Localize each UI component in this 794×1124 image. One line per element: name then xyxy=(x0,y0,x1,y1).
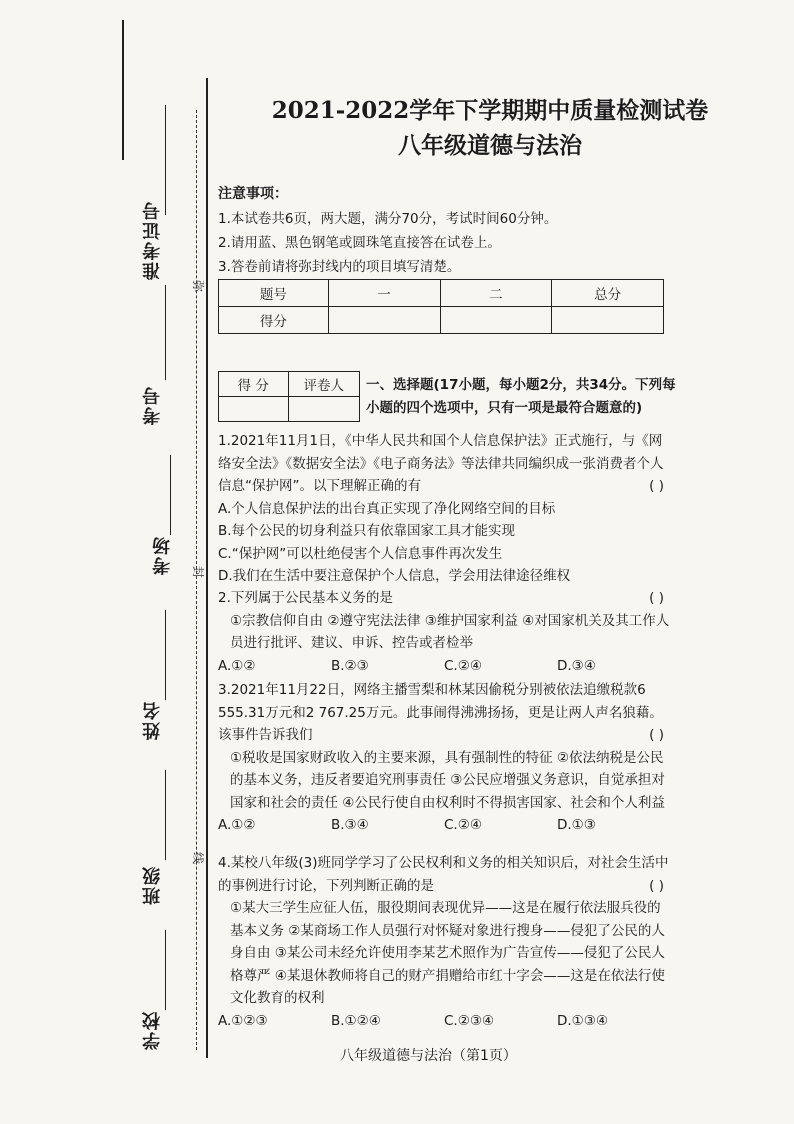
answer-paren[interactable]: ( ) xyxy=(649,877,664,894)
choice-d[interactable]: D.①③ xyxy=(557,817,596,833)
grader-table xyxy=(218,371,360,422)
choice-a[interactable]: A.①② xyxy=(218,657,256,674)
choice-d[interactable]: D.③④ xyxy=(557,657,596,674)
question-stem: 2.下列属于公民基本义务的是 xyxy=(218,590,393,606)
choice-b[interactable]: B.①②④ xyxy=(331,1012,381,1029)
answer-paren[interactable]: ( ) xyxy=(649,727,664,743)
choice-row xyxy=(218,814,670,837)
exam-subject: 八年级道德与法治 xyxy=(398,132,582,159)
choice-c[interactable]: C.②④ xyxy=(444,817,482,833)
notice-item: 1.本试卷共6页，两大题，满分70分，考试时间60分钟。 xyxy=(218,211,558,227)
notice-heading: 注意事项： xyxy=(218,186,288,202)
question-4 xyxy=(218,852,670,1032)
question-1 xyxy=(218,430,670,588)
choice-b[interactable]: B.②③ xyxy=(331,657,369,674)
score-header-total: 总分 xyxy=(552,280,664,307)
question-stem: 3.2021年11月22日，网络主播雪梨和林某因偷税分别被依法追缴税款6 555.31万元和2 767.25万元。此事闹得沸沸扬扬，更是让两人声名狼藉。该事件告诉我们 xyxy=(218,682,663,743)
question-body: ①宗教信仰自由 ②遵守宪法法律 ③维护国家利益 ④对国家机关及其工作人员进行批评、建议、申诉、控告或者检举 xyxy=(230,612,670,651)
option-d[interactable]: D.我们在生活中要注意保护个人信息，学会用法律途径维权 xyxy=(218,568,571,584)
question-stem: 1.2021年11月1日，《中华人民共和国个人信息保护法》正式施行，与《网络安全法》《数据安全法》《电子商务法》等法律共同编织成一张消费者个人信息“保护网”。以下理解正确的有 xyxy=(218,433,664,494)
notice-item: 2.请用蓝、黑色钢笔或圆珠笔直接答在试卷上。 xyxy=(218,235,501,251)
grader-name-cell[interactable] xyxy=(288,397,359,422)
seal-char-xian: 线 xyxy=(192,850,205,865)
choice-c[interactable]: C.②④ xyxy=(444,657,482,674)
question-stem: 4.某校八年级(3)班同学学习了公民权利和义务的相关知识后，对社会生活中的事例进行讨论，下列判断正确的是 xyxy=(218,855,669,894)
question-2 xyxy=(218,587,670,677)
field-name-label: 姓名 xyxy=(142,700,163,740)
binding-border-line xyxy=(206,78,208,1058)
question-body: ①某大三学生应征人伍，服役期间表现优异——这是在履行依法服兵役的基本义务 ②某商场工作人员强行对怀疑对象进行搜身——侵犯了公民的人身自由 ③某公司未经允许使用李某艺术照作为广告宣传——侵犯了公民人格尊严 ④某退休教师将自己的财产捐赠给市红十字会——这是在依法行使文化教育的权利 xyxy=(230,900,665,1006)
seal-char-mi: 弥 xyxy=(192,278,205,293)
section-heading: 一、选择题(17小题，每小题2分，共34分。下列每小题的四个选项中，只有一项是最符合题意的) xyxy=(366,377,676,416)
answer-paren[interactable]: ( ) xyxy=(649,478,664,494)
field-school-line xyxy=(165,930,166,1010)
option-c[interactable]: C.“保护网”可以杜绝侵害个人信息事件再次发生 xyxy=(218,545,503,562)
seal-char-feng: 封 xyxy=(192,564,205,579)
field-class-line xyxy=(165,770,166,860)
score-row-label: 得分 xyxy=(219,307,329,334)
field-exam-number-label: 考号 xyxy=(142,385,163,425)
choice-row xyxy=(218,655,670,678)
score-header-part2: 二 xyxy=(440,280,552,307)
field-exam-id-line xyxy=(165,105,166,215)
choice-b[interactable]: B.③④ xyxy=(331,817,369,833)
score-table xyxy=(218,279,664,334)
choice-a[interactable]: A.①②③ xyxy=(218,1012,268,1029)
binding-border-line xyxy=(122,20,124,160)
exam-title: 2021-2022学年下学期期中质量检测试卷 xyxy=(271,97,709,124)
field-exam-room-label: 考场 xyxy=(152,535,173,575)
option-a[interactable]: A.个人信息保护法的出台真正实现了净化网络空间的目标 xyxy=(218,500,556,517)
grader-score-label: 得 分 xyxy=(219,372,289,397)
grader-name-label: 评卷人 xyxy=(288,372,359,397)
answer-paren[interactable]: ( ) xyxy=(649,590,664,606)
field-exam-room-line xyxy=(170,455,171,535)
grader-score-cell[interactable] xyxy=(219,397,289,422)
field-school-label: 学校 xyxy=(142,1010,163,1050)
choice-d[interactable]: D.①③④ xyxy=(557,1012,608,1029)
choice-row xyxy=(218,1010,670,1033)
score-cell-total[interactable] xyxy=(552,307,664,334)
notice-item: 3.答卷前请将弥封线内的项目填写清楚。 xyxy=(218,259,461,275)
choice-a[interactable]: A.①② xyxy=(218,817,256,833)
question-3 xyxy=(218,679,670,837)
score-cell-part1[interactable] xyxy=(328,307,440,334)
score-header-number: 题号 xyxy=(219,280,329,307)
option-b[interactable]: B.每个公民的切身利益只有依靠国家工具才能实现 xyxy=(218,523,516,539)
score-cell-part2[interactable] xyxy=(440,307,552,334)
choice-c[interactable]: C.②③④ xyxy=(444,1012,495,1029)
field-exam-id-label: 准考证号 xyxy=(142,200,163,280)
question-body: ①税收是国家财政收入的主要来源，具有强制性的特征 ②依法纳税是公民的基本义务，违反者要追究刑事责任 ③公民应增强义务意识，自觉承担对国家和社会的责任 ④公民行使自由权利时不得损害国家、社会和个人利益 xyxy=(230,749,665,811)
field-class-label: 班级 xyxy=(142,865,163,905)
field-name-line xyxy=(165,610,166,700)
field-exam-number-line xyxy=(165,285,166,380)
page-footer: 八年级道德与法治（第1页） xyxy=(340,1048,517,1064)
score-header-part1: 一 xyxy=(328,280,440,307)
